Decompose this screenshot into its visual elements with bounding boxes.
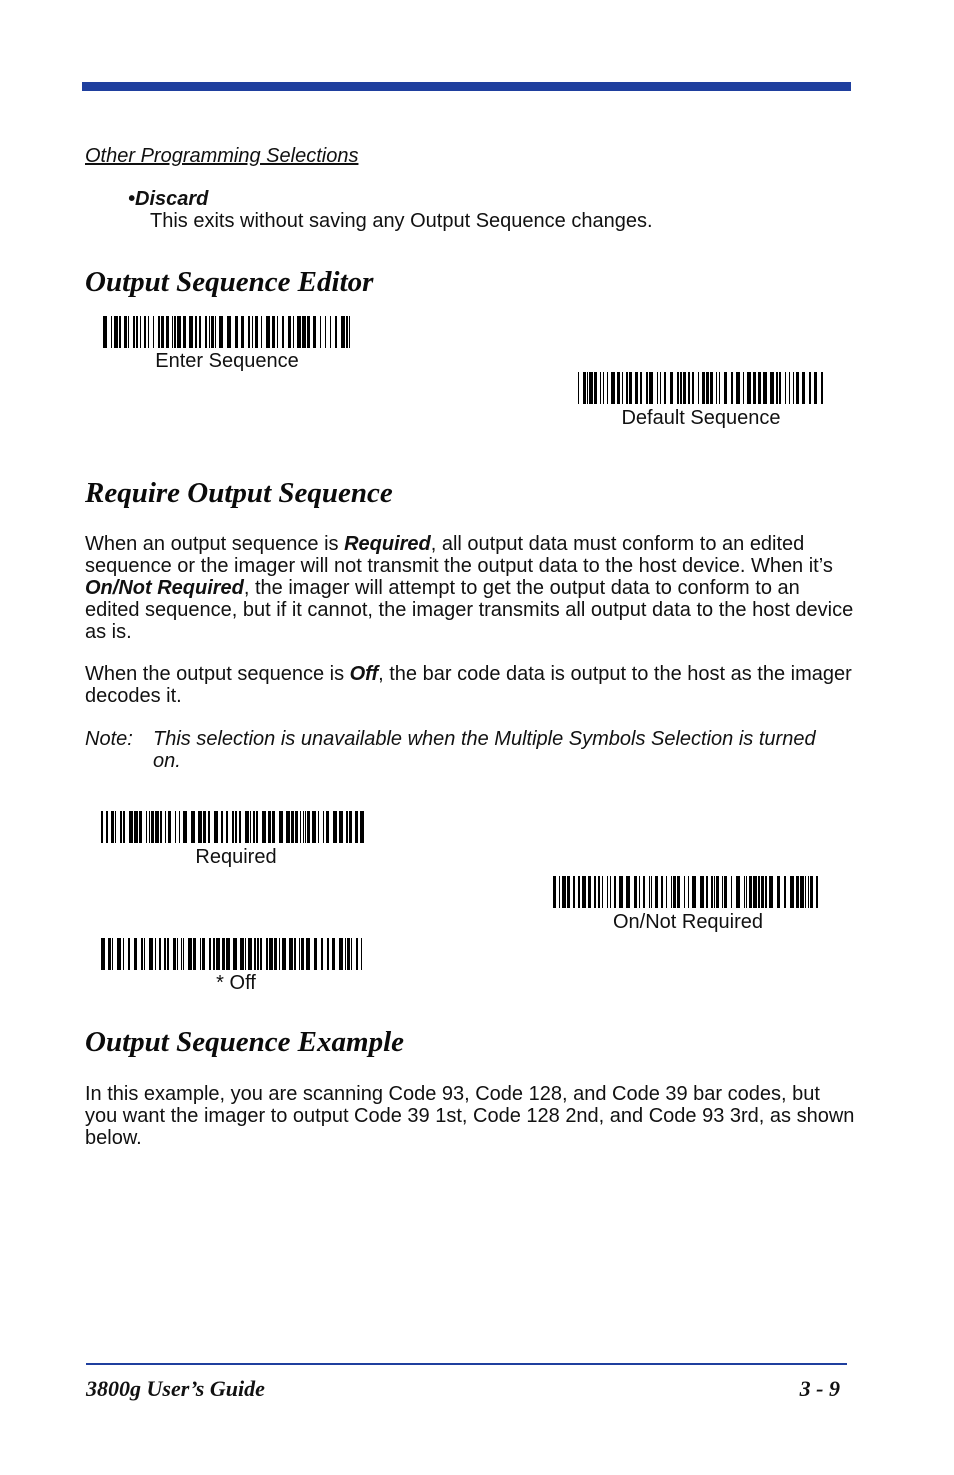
barcode-bar [710, 372, 713, 404]
barcode-bar [800, 876, 804, 908]
barcode-bar [706, 372, 709, 404]
barcode-bar [736, 876, 740, 908]
barcode-bar [617, 372, 620, 404]
barcode-bar [155, 938, 156, 970]
barcode-bar [209, 316, 210, 348]
barcode-bar [761, 876, 764, 908]
barcode-bar [698, 372, 699, 404]
barcode-bar [779, 372, 781, 404]
barcode-bar [810, 876, 813, 908]
barcode-bar [282, 316, 284, 348]
off-barcode [101, 938, 367, 970]
barcode-bar [643, 876, 645, 908]
barcode-bar [139, 811, 142, 843]
barcode-bar [293, 316, 294, 348]
barcode-bar [202, 938, 205, 970]
barcode-bar [248, 938, 252, 970]
off-label: * Off [216, 972, 256, 994]
barcode-bar [268, 811, 271, 843]
barcode-bar [677, 372, 679, 404]
required-barcode [101, 811, 367, 843]
example-text: In this example, you are scanning Code 93, Code 128, and Code 39 bar codes, but you want the imager to output Code 39 1st, Code 128 2nd, and Code 93 3rd, as shown below. [85, 1083, 855, 1149]
barcode-bar [744, 876, 745, 908]
barcode-bar [680, 372, 682, 404]
barcode-bar [128, 938, 130, 970]
barcode-bar [144, 316, 146, 348]
barcode-bar [214, 811, 218, 843]
example-heading: Output Sequence Example [85, 1026, 405, 1058]
barcode-bar [747, 372, 751, 404]
barcode-bar [301, 938, 304, 970]
barcode-bar [318, 811, 319, 843]
barcode-bar [240, 938, 244, 970]
barcode-bar [321, 938, 323, 970]
barcode-bar [183, 938, 184, 970]
barcode-bar [769, 876, 773, 908]
barcode-bar [753, 876, 757, 908]
page-number: 3 - 9 [799, 1376, 840, 1401]
barcode-bar [106, 811, 108, 843]
barcode-bar [619, 876, 623, 908]
barcode-bar [167, 938, 169, 970]
barcode-bar [743, 372, 744, 404]
barcode-bar [200, 938, 201, 970]
barcode-bar [111, 316, 112, 348]
barcode-bar [765, 876, 767, 908]
barcode-bar [651, 876, 652, 908]
barcode-bar [688, 372, 690, 404]
barcode-bar [269, 938, 273, 970]
barcode-bar [796, 876, 799, 908]
barcode-bar [716, 372, 717, 404]
barcode-bar [789, 372, 790, 404]
require-heading: Require Output Sequence [85, 477, 393, 509]
barcode-bar [313, 316, 316, 348]
barcode-bar [629, 372, 632, 404]
barcode-bar [123, 811, 125, 843]
barcode-bar [327, 938, 329, 970]
barcode-bar [758, 372, 761, 404]
barcode-bar [809, 372, 811, 404]
footer-title: 3800g User’s Guide [86, 1376, 265, 1401]
barcode-bar [600, 372, 601, 404]
barcode-bar [607, 876, 608, 908]
barcode-bar [790, 876, 794, 908]
barcode-bar [253, 811, 255, 843]
barcode-bar [649, 876, 650, 908]
barcode-bar [297, 316, 301, 348]
barcode-bar [266, 316, 270, 348]
barcode-bar [578, 876, 580, 908]
barcode-bar [673, 876, 676, 908]
barcode-bar [199, 316, 201, 348]
note-text: This selection is unavailable when the Multiple Symbols Selection is turned on. [153, 728, 816, 772]
barcode-bar [330, 316, 331, 348]
barcode-bar [299, 938, 300, 970]
barcode-bar [146, 811, 147, 843]
barcode-bar [294, 938, 296, 970]
barcode-bar [250, 811, 251, 843]
barcode-bar [814, 372, 817, 404]
barcode-bar [248, 316, 250, 348]
barcode-bar [195, 316, 197, 348]
barcode-bar [117, 938, 121, 970]
barcode-bar [763, 372, 767, 404]
barcode-bar [112, 938, 113, 970]
barcode-bar [559, 876, 560, 908]
barcode-bar [594, 876, 596, 908]
barcode-bar [191, 811, 195, 843]
barcode-bar [289, 938, 293, 970]
barcode-bar [312, 811, 316, 843]
barcode-bar [279, 938, 280, 970]
barcode-bar [101, 938, 105, 970]
barcode-bar [339, 811, 343, 843]
barcode-bar [193, 938, 196, 970]
barcode-bar [626, 876, 630, 908]
barcode-bar [671, 876, 672, 908]
barcode-bar [103, 316, 107, 348]
barcode-bar [272, 316, 275, 348]
barcode-bar [684, 876, 685, 908]
barcode-bar [181, 938, 182, 970]
barcode-bar [346, 811, 348, 843]
barcode-bar [626, 372, 628, 404]
barcode-bar [553, 876, 556, 908]
barcode-bar [777, 876, 780, 908]
barcode-bar [611, 372, 615, 404]
barcode-bar [175, 811, 176, 843]
barcode-bar [796, 372, 799, 404]
barcode-bar [722, 876, 723, 908]
barcode-bar [286, 811, 290, 843]
barcode-bar [252, 316, 253, 348]
barcode-bar [588, 876, 591, 908]
barcode-bar [345, 938, 346, 970]
barcode-bar [360, 811, 364, 843]
barcode-bar [349, 811, 352, 843]
barcode-bar [688, 876, 689, 908]
barcode-bar [149, 938, 153, 970]
barcode-bar [711, 876, 713, 908]
barcode-bar [155, 811, 159, 843]
barcode-bar [245, 938, 246, 970]
barcode-bar [784, 876, 786, 908]
barcode-bar [261, 316, 262, 348]
barcode-bar [320, 316, 321, 348]
barcode-bar [208, 811, 210, 843]
barcode-bar [123, 938, 124, 970]
barcode-bar [314, 938, 317, 970]
barcode-bar [111, 811, 114, 843]
barcode-bar [198, 811, 202, 843]
barcode-bar [262, 811, 266, 843]
barcode-bar [233, 938, 237, 970]
barcode-bar [635, 372, 638, 404]
barcode-bar [159, 938, 161, 970]
barcode-bar [255, 316, 258, 348]
barcode-bar [188, 938, 192, 970]
barcode-bar [333, 811, 337, 843]
barcode-bar [598, 876, 600, 908]
barcode-bar [307, 316, 310, 348]
enter-sequence-barcode [103, 316, 351, 348]
barcode-bar [101, 811, 103, 843]
barcode-bar [614, 876, 616, 908]
barcode-bar [634, 876, 637, 908]
barcode-bar [567, 876, 570, 908]
barcode-bar [355, 811, 358, 843]
barcode-bar [172, 316, 173, 348]
barcode-bar [649, 372, 653, 404]
enter-sequence-label: Enter Sequence [155, 350, 299, 372]
barcode-bar [332, 938, 335, 970]
barcode-bar [582, 876, 586, 908]
section-link[interactable]: Other Programming Selections [85, 145, 359, 167]
barcode-bar [706, 876, 708, 908]
barcode-bar [700, 876, 704, 908]
barcode-bar [203, 811, 206, 843]
barcode-bar [692, 372, 694, 404]
barcode-bar [226, 811, 228, 843]
barcode-bar [583, 372, 586, 404]
barcode-bar [245, 811, 249, 843]
barcode-bar [168, 811, 171, 843]
barcode-bar [607, 372, 608, 404]
barcode-bar [660, 372, 661, 404]
barcode-bar [602, 876, 603, 908]
barcode-bar [594, 372, 597, 404]
barcode-bar [173, 938, 176, 970]
barcode-bar [578, 372, 579, 404]
barcode-bar [640, 372, 642, 404]
barcode-bar [622, 372, 623, 404]
barcode-bar [213, 938, 215, 970]
barcode-bar [347, 938, 350, 970]
barcode-bar [260, 938, 262, 970]
barcode-bar [119, 316, 121, 348]
barcode-bar [183, 316, 186, 348]
barcode-bar [161, 316, 164, 348]
barcode-bar [288, 316, 291, 348]
barcode-bar [335, 316, 337, 348]
barcode-bar [731, 372, 733, 404]
barcode-bar [670, 372, 673, 404]
barcode-bar [277, 316, 278, 348]
barcode-bar [189, 316, 193, 348]
barcode-bar [325, 316, 326, 348]
barcode-bar [114, 316, 118, 348]
barcode-bar [177, 316, 181, 348]
barcode-bar [160, 811, 162, 843]
barcode-bar [164, 938, 166, 970]
barcode-bar [724, 372, 727, 404]
discard-text: This exits without saving any Output Sequence changes. [150, 210, 653, 232]
on-not-required-barcode [553, 876, 819, 908]
barcode-bar [279, 811, 283, 843]
header-rule [82, 82, 851, 91]
barcode-bar [149, 811, 150, 843]
barcode-bar [339, 938, 343, 970]
barcode-bar [291, 811, 294, 843]
barcode-bar [770, 372, 774, 404]
barcode-bar [232, 811, 234, 843]
barcode-bar [241, 316, 244, 348]
barcode-bar [129, 811, 133, 843]
barcode-bar [816, 876, 818, 908]
default-sequence-label: Default Sequence [621, 407, 781, 429]
barcode-bar [666, 876, 667, 908]
required-label: Required [195, 846, 277, 868]
barcode-bar [183, 811, 187, 843]
barcode-bar [306, 938, 310, 970]
barcode-bar [151, 811, 154, 843]
barcode-bar [657, 372, 658, 404]
barcode-bar [776, 372, 778, 404]
barcode-bar [134, 811, 138, 843]
barcode-bar [215, 316, 216, 348]
barcode-bar [256, 811, 258, 843]
barcode-bar [221, 811, 223, 843]
barcode-bar [274, 938, 277, 970]
barcode-bar [610, 876, 611, 908]
barcode-bar [749, 876, 752, 908]
barcode-bar [305, 811, 306, 843]
barcode-bar [808, 876, 809, 908]
barcode-bar [205, 316, 207, 348]
barcode-bar [226, 938, 230, 970]
barcode-bar [235, 811, 237, 843]
barcode-bar [266, 938, 268, 970]
barcode-bar [165, 811, 166, 843]
barcode-bar [664, 372, 666, 404]
barcode-bar [108, 938, 111, 970]
editor-heading: Output Sequence Editor [85, 266, 374, 298]
barcode-bar [326, 811, 329, 843]
barcode-bar [346, 316, 348, 348]
barcode-bar [323, 811, 324, 843]
barcode-bar [702, 372, 705, 404]
barcode-bar [716, 876, 719, 908]
barcode-bar [341, 316, 345, 348]
barcode-bar [746, 876, 747, 908]
barcode-bar [356, 938, 358, 970]
barcode-bar [731, 876, 732, 908]
footer-rule [86, 1363, 847, 1365]
barcode-bar [361, 938, 362, 970]
barcode-bar [148, 316, 149, 348]
barcode-bar [603, 372, 604, 404]
barcode-bar [821, 372, 823, 404]
barcode-bar [793, 372, 794, 404]
default-sequence-barcode [578, 372, 824, 404]
barcode-bar [158, 316, 160, 348]
barcode-bar [719, 372, 720, 404]
barcode-bar [136, 316, 138, 348]
barcode-bar [239, 811, 241, 843]
barcode-bar [300, 811, 301, 843]
barcode-bar [307, 811, 310, 843]
barcode-bar [683, 372, 686, 404]
barcode-bar [257, 938, 259, 970]
barcode-bar [692, 876, 696, 908]
barcode-bar [589, 372, 593, 404]
barcode-bar [134, 938, 137, 970]
barcode-bar [124, 316, 127, 348]
barcode-bar [646, 372, 648, 404]
barcode-bar [254, 938, 256, 970]
barcode-bar [295, 811, 298, 843]
barcode-bar [661, 876, 663, 908]
barcode-bar [179, 811, 180, 843]
barcode-bar [282, 938, 286, 970]
barcode-bar [174, 316, 176, 348]
barcode-bar [639, 876, 640, 908]
barcode-bar [235, 316, 238, 348]
barcode-bar [349, 316, 350, 348]
barcode-bar [655, 876, 658, 908]
barcode-bar [714, 876, 715, 908]
barcode-bar [753, 372, 756, 404]
discard-title: •Discard [128, 188, 209, 210]
barcode-bar [573, 876, 575, 908]
barcode-bar [272, 811, 275, 843]
require-paragraph-2: When the output sequence is Off, the bar code data is output to the host as the imager decodes it. [85, 663, 852, 707]
barcode-bar [736, 372, 740, 404]
barcode-bar [219, 316, 223, 348]
barcode-bar [562, 876, 566, 908]
barcode-bar [802, 372, 805, 404]
barcode-bar [785, 372, 786, 404]
barcode-bar [144, 938, 145, 970]
barcode-bar [133, 316, 135, 348]
barcode-bar [128, 316, 129, 348]
barcode-bar [120, 811, 122, 843]
barcode-bar [222, 938, 225, 970]
barcode-bar [302, 316, 306, 348]
barcode-bar [351, 938, 352, 970]
barcode-bar [677, 876, 680, 908]
barcode-bar [211, 316, 214, 348]
barcode-bar [141, 938, 143, 970]
barcode-bar [177, 938, 178, 970]
barcode-bar [115, 811, 116, 843]
barcode-bar [587, 372, 588, 404]
on-not-required-label: On/Not Required [612, 911, 764, 933]
barcode-bar [724, 876, 727, 908]
barcode-bar [758, 876, 760, 908]
require-paragraph-1: When an output sequence is Required, all output data must conform to an edited sequence or the imager will not transmit the output data to the host device. When it’s On/Not Required, the imager will attempt to get the output data to conform to an edited sequence, but if it cannot, the imager transmits all output data to the host device as is. [85, 533, 854, 643]
note-label: Note: [85, 728, 133, 750]
barcode-bar [216, 938, 220, 970]
barcode-bar [209, 938, 211, 970]
barcode-bar [166, 316, 169, 348]
barcode-bar [140, 316, 141, 348]
barcode-bar [805, 876, 806, 908]
barcode-bar [303, 811, 304, 843]
barcode-bar [227, 316, 231, 348]
barcode-bar [153, 316, 154, 348]
